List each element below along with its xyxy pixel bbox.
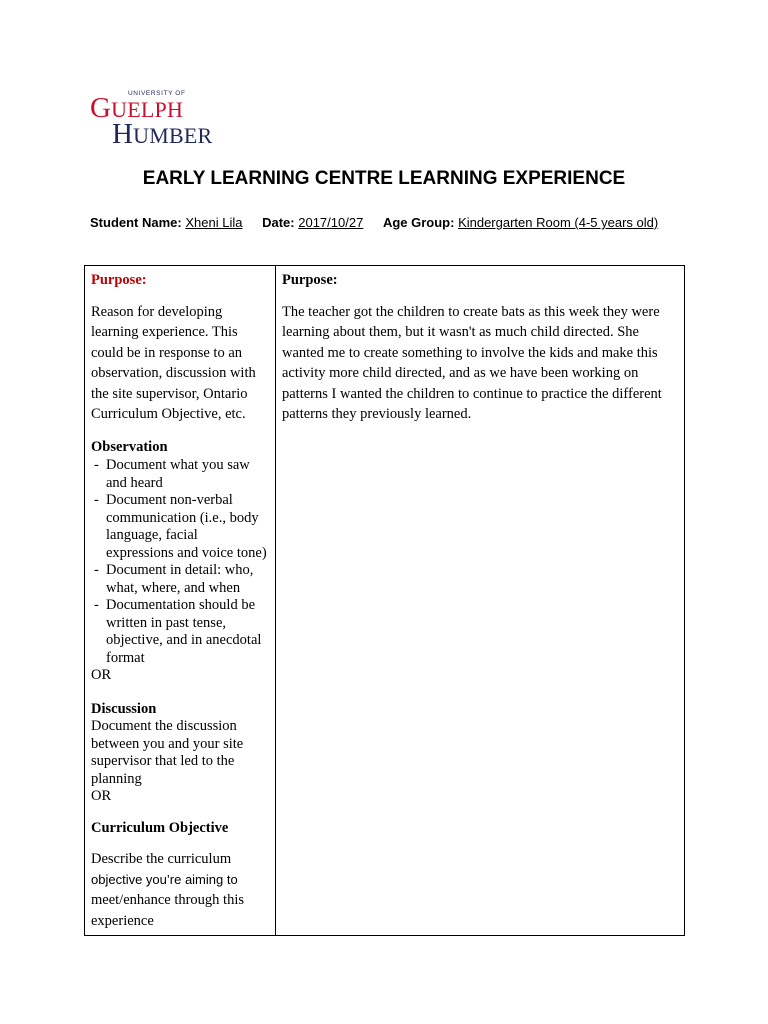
age-group-label: Age Group: <box>382 215 455 230</box>
observation-list <box>91 457 269 667</box>
guidance-column <box>85 266 276 936</box>
left-purpose-heading: Purpose: <box>91 272 147 288</box>
right-purpose-heading: Purpose: <box>282 272 338 288</box>
discussion-text: Document the discussion between you and your site supervisor that led to the planning <box>91 718 244 787</box>
student-info <box>90 212 680 234</box>
left-purpose-text: Reason for developing learning experience. This could be in response to an observation, discussion with the site supervisor, Ontario Curriculum Objective, etc. <box>91 303 256 422</box>
student-name-label: Student Name: <box>90 215 182 230</box>
or-label: OR <box>91 667 112 683</box>
curriculum-text-line: objective you’re aiming to <box>91 871 238 887</box>
curriculum-text-line: meet/enhance through this experience <box>91 892 245 929</box>
university-logo <box>90 90 230 150</box>
response-column <box>276 266 685 936</box>
observation-heading: Observation <box>91 438 168 455</box>
learning-experience-table <box>84 265 685 936</box>
logo-guelph-initial: G <box>90 92 112 124</box>
date-label: Date: <box>262 215 295 230</box>
list-item: - Document in detail: who, what, where, and when <box>91 562 269 597</box>
logo-humber-initial: H <box>112 118 134 150</box>
age-group-value: Kindergarten Room (4-5 years old) <box>458 215 659 230</box>
curriculum-text <box>91 849 269 931</box>
logo-humber <box>112 120 212 150</box>
date-value: 2017/10/27 <box>298 215 364 230</box>
or-label: OR <box>91 788 112 804</box>
student-name-value: Xheni Lila <box>185 215 243 230</box>
curriculum-heading: Curriculum Objective <box>91 819 229 836</box>
logo-guelph-rest: UELPH <box>111 97 184 122</box>
logo-university-of: UNIVERSITY OF <box>128 90 186 97</box>
logo-humber-rest: UMBER <box>133 123 213 148</box>
list-item: - Document non-verbal communication (i.e., body language, facial expressions and voice tone) <box>91 492 269 562</box>
page-title: EARLY LEARNING CENTRE LEARNING EXPERIENCE <box>142 168 626 189</box>
discussion-heading: Discussion <box>91 700 157 717</box>
list-item: - Documentation should be written in past tense, objective, and in anecdotal format <box>91 597 269 667</box>
curriculum-text-line: Describe the curriculum <box>91 851 232 867</box>
list-item: - Document what you saw and heard <box>91 457 269 492</box>
right-purpose-text: The teacher got the children to create bats as this week they were learning about them, but it wasn't as much child directed. She wanted me to create something to involve the kids and make this activity more child directed, and as we have been working on patterns I wanted the children to continue to practice the different patterns they previously learned. <box>282 303 662 422</box>
